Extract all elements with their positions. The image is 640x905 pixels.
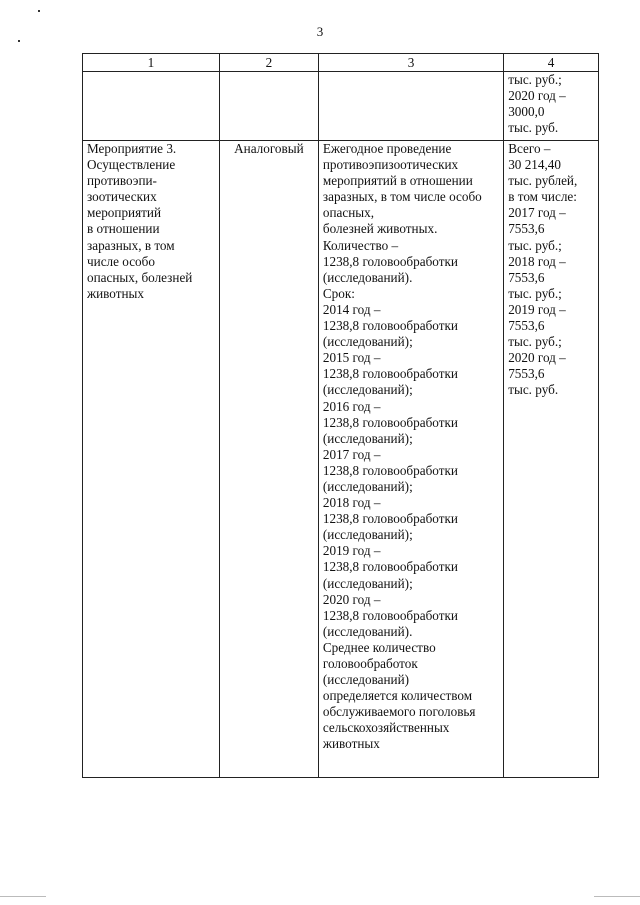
- description-line: 1238,8 головообработки: [322, 414, 458, 430]
- page-number: 3: [316, 24, 324, 39]
- funding-line: в том числе:: [508, 189, 577, 205]
- activity-line: в отношении: [87, 221, 160, 237]
- scan-speck: [38, 10, 40, 12]
- funding-line: 2020 год –: [508, 88, 566, 104]
- cell-type: [219, 141, 318, 778]
- description-line: противоэпизоотических: [322, 157, 459, 173]
- cell-description: [318, 141, 503, 778]
- description-line: 1238,8 головообработки: [322, 462, 458, 478]
- description-line: (исследований);: [322, 575, 413, 591]
- funding-line: 7553,6: [508, 221, 545, 237]
- table-row-activity-3: [83, 141, 599, 778]
- funding-line: 2018 год –: [508, 253, 566, 269]
- activity-type: Аналоговый: [234, 141, 304, 156]
- activity-line: опасных, болезней: [87, 269, 193, 285]
- description-line: 2016 год –: [322, 398, 381, 414]
- cell-funding: [504, 72, 599, 141]
- table-row-continuation: [83, 72, 599, 141]
- activity-line: Осуществление: [87, 157, 176, 173]
- funding-line: 7553,6: [508, 269, 545, 285]
- funding-line: тыс. руб.;: [508, 285, 562, 301]
- funding-line: тыс. рублей,: [508, 173, 578, 189]
- description-line: (исследований).: [322, 269, 413, 285]
- description-line: 2017 год –: [322, 446, 381, 462]
- column-header-4: 4: [504, 54, 599, 72]
- funding-line: 2020 год –: [508, 350, 566, 366]
- description-line: животных: [322, 736, 380, 752]
- scan-speck: [18, 40, 20, 42]
- funding-line: 7553,6: [508, 318, 545, 334]
- scan-edge-line: [594, 896, 640, 897]
- activity-line: Мероприятие 3.: [87, 141, 177, 156]
- funding-line: тыс. руб.: [508, 120, 559, 136]
- activity-line: животных: [87, 285, 144, 301]
- description-line: 2018 год –: [322, 495, 381, 511]
- description-line: 2020 год –: [322, 591, 381, 607]
- description-line: Ежегодное проведение: [322, 141, 452, 156]
- description-line: (исследований);: [322, 527, 413, 543]
- description-line: 1238,8 головообработки: [322, 511, 458, 527]
- activity-line: зоотических: [87, 189, 157, 205]
- description-line: 2019 год –: [322, 543, 381, 559]
- description-line: 2014 год –: [322, 301, 381, 317]
- cell-type: [219, 72, 318, 141]
- description-line: головообработок: [322, 656, 418, 671]
- description-line: сельскохозяйственных: [322, 720, 450, 736]
- activity-line: мероприятий: [87, 205, 162, 221]
- column-header-1: 1: [83, 54, 220, 72]
- description-line: опасных,: [322, 205, 375, 221]
- funding-line: тыс. руб.: [508, 382, 559, 398]
- funding-line: 7553,6: [508, 366, 545, 382]
- cell-activity: [83, 72, 220, 141]
- table-header-row: [83, 54, 599, 72]
- description-line: 2015 год –: [322, 350, 381, 366]
- description-line: (исследований): [322, 672, 410, 688]
- activity-line: числе особо: [87, 253, 155, 269]
- description-line: мероприятий в отношении: [322, 173, 473, 189]
- description-line: (исследований);: [322, 382, 413, 398]
- description-line: 1238,8 головообработки: [322, 318, 458, 334]
- cell-funding: [504, 141, 599, 778]
- description-line: заразных, в том числе особо: [322, 189, 482, 205]
- description-line: (исследований);: [322, 430, 413, 446]
- funding-line: тыс. руб.;: [508, 72, 562, 87]
- scan-edge-line: [0, 896, 46, 897]
- description-line: (исследований).: [322, 623, 413, 639]
- funding-line: 30 214,40: [508, 157, 561, 173]
- description-line: (исследований);: [322, 478, 413, 494]
- description-line: Срок:: [322, 285, 355, 301]
- description-line: 1238,8 головообработки: [322, 366, 458, 382]
- description-line: 1238,8 головообработки: [322, 559, 458, 575]
- description-line: болезней животных.: [322, 221, 438, 237]
- description-line: определяется количеством: [322, 688, 473, 704]
- funding-line: 2019 год –: [508, 301, 566, 317]
- funding-line: тыс. руб.;: [508, 334, 562, 350]
- description-line: 1238,8 головообработки: [322, 607, 458, 623]
- cell-description: [318, 72, 503, 141]
- activity-line: заразных, в том: [87, 237, 175, 253]
- funding-line: 2017 год –: [508, 205, 566, 221]
- description-line: Среднее количество: [322, 639, 436, 655]
- funding-line: 3000,0: [508, 104, 545, 120]
- activity-line: противоэпи-: [87, 173, 157, 189]
- cell-activity: [83, 141, 220, 778]
- description-line: Количество –: [322, 237, 399, 253]
- column-header-2: 2: [219, 54, 318, 72]
- description-line: 1238,8 головообработки: [322, 253, 458, 269]
- description-line: обслуживаемого поголовья: [322, 704, 476, 720]
- column-header-3: 3: [318, 54, 503, 72]
- funding-line: тыс. руб.;: [508, 237, 562, 253]
- activity-table: [82, 53, 599, 778]
- funding-line: Всего –: [508, 141, 551, 156]
- description-line: (исследований);: [322, 334, 413, 350]
